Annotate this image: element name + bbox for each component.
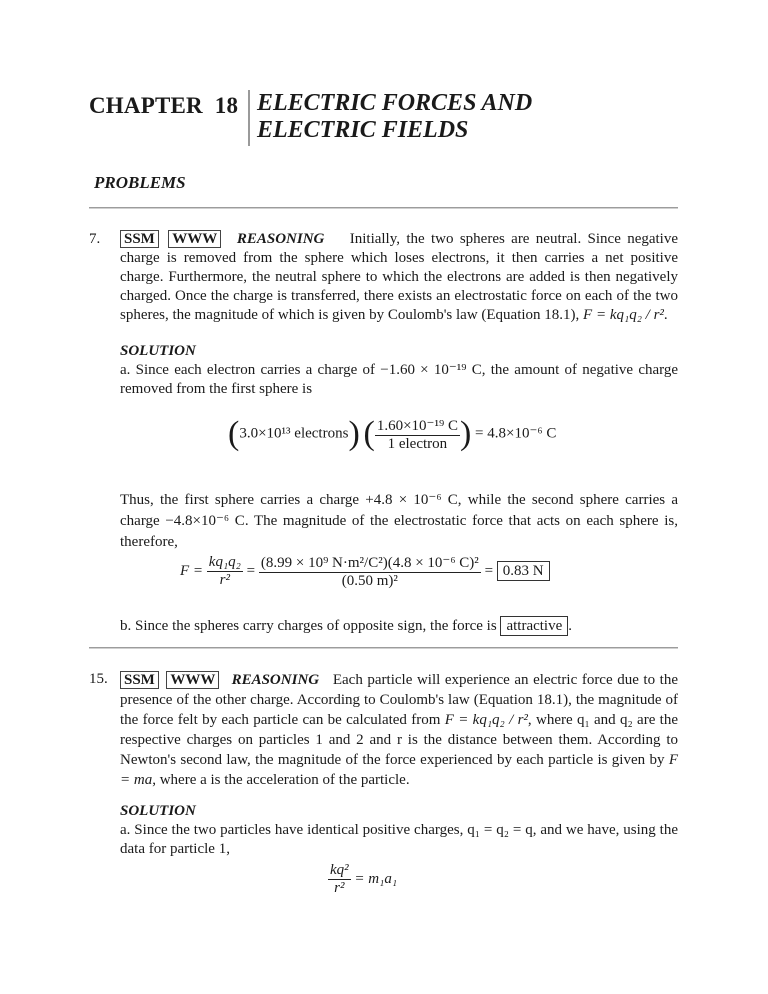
reasoning-label: REASONING — [236, 231, 325, 247]
divider — [89, 647, 678, 649]
equals: = — [484, 562, 494, 579]
paren: ) — [348, 415, 360, 452]
equation-force — [180, 553, 550, 590]
chapter-title-line1: ELECTRIC FORCES AND — [257, 90, 533, 116]
fraction — [259, 553, 481, 590]
fraction-numerator: (8.99 × 10⁹ N·m²/C²)(4.8 × 10⁻⁶ C)² — [260, 555, 479, 571]
ssm-tag: SSM — [120, 671, 159, 689]
fraction-denominator: 1 electron — [387, 435, 448, 452]
reasoning-label: REASONING — [231, 672, 320, 688]
chapter-title — [257, 90, 532, 144]
www-tag: WWW — [166, 671, 219, 689]
www-tag: WWW — [168, 230, 221, 248]
part-b-sentence: b. Since the spheres carry charges of opposite sign, the force is — [120, 618, 497, 634]
problem-number: 15. — [89, 671, 108, 687]
solution-label: SOLUTION — [120, 803, 196, 819]
coulomb-formula: F = kq₁q₂ / r² — [444, 712, 528, 728]
problem-number: 7. — [89, 231, 101, 247]
answer-box-attractive: attractive — [500, 616, 568, 636]
part-a-text1: a. Since each electron carries a charge of — [120, 362, 375, 378]
part-a-text: a. Since the two particles have identical positive charges, q₁ = q₂ = q, and we have, using the data for particle 1, — [120, 822, 678, 857]
reasoning-text-rest1: presence of the other charge. According to Coulomb's law (Equation 18.1), the magnitude of the force felt by each particle can be calculated from — [120, 692, 678, 728]
equals: = — [246, 562, 256, 579]
problem-7-reasoning: SSM WWW REASONING Initially, the two spheres are neutral. Since negative charge is removed from the sphere which loses electrons, it then carries a net positive charge. Furthermore, the neutral sphere to which the electrons are added is then negatively charged. Once the charge is transferred, there exists an electrostatic force on each of the two spheres, the magnitude of which is given by Coulomb's law (Equation 18.1), F = kq₁q₂ / r². — [120, 231, 679, 323]
chapter-label: CHAPTER — [89, 93, 203, 118]
part-a-text3: Thus, the first sphere carries a charge +4.8 × 10⁻⁶ C, while the second sphere carries a charge −4.8×10⁻⁶ C. The magnitude of the electrostatic force that acts on each sphere is, therefore, — [120, 492, 678, 550]
solution-label: SOLUTION — [120, 343, 196, 359]
coulomb-formula: F = kq₁q₂ / r² — [583, 307, 664, 323]
divider — [89, 207, 678, 209]
newton-formula: F = ma — [120, 752, 678, 788]
fraction-denominator: r² — [334, 880, 345, 896]
equation-charge — [228, 415, 556, 453]
eq-left: 3.0×10¹³ electrons — [239, 425, 349, 442]
answer-box-force: 0.83 N — [497, 561, 550, 581]
fraction — [328, 862, 351, 897]
fraction-denominator: r² — [219, 572, 231, 588]
reasoning-text-rest2: , where q₁ and q₂ are the respective charges on particles 1 and 2 and r is the distance between them. According to Newton's second law, the magnitude of the force experienced by each particle is given by — [120, 712, 678, 768]
section-title: PROBLEMS — [94, 173, 186, 192]
fraction — [207, 554, 243, 589]
reasoning-text: Each particle will experience an electric force due to the — [332, 672, 679, 688]
eq-lhs: F = — [180, 562, 204, 579]
reasoning-text: Initially, the two spheres are neutral. Since negative — [349, 231, 679, 247]
fraction-numerator: 1.60×10⁻¹⁹ C — [376, 417, 458, 434]
paren: ( — [363, 415, 375, 452]
equation-kq2 — [328, 862, 397, 897]
problem-15-reasoning — [120, 670, 678, 790]
fraction-denominator: (0.50 m)² — [341, 573, 398, 589]
part-a-text2: , the amount of negative charge removed from the first sphere is — [120, 362, 679, 397]
chapter-number — [89, 93, 238, 119]
eq-rhs: = m₁a₁ — [354, 870, 398, 887]
period: . — [568, 618, 572, 634]
fraction-numerator: kq₁q₂ — [208, 554, 241, 570]
paren: ) — [459, 415, 472, 452]
chapter-number-value: 18 — [214, 93, 239, 118]
eq-result: = 4.8×10⁻⁶ C — [475, 425, 557, 442]
part-b-text — [120, 616, 678, 636]
fraction — [375, 416, 460, 453]
fraction-numerator: kq² — [330, 862, 349, 878]
heading-divider — [248, 90, 250, 146]
electron-charge: −1.60 × 10⁻¹⁹ C — [380, 362, 482, 378]
part-a-text — [120, 361, 678, 399]
reasoning-text-rest3: , where a is the acceleration of the particle. — [152, 772, 410, 788]
chapter-title-line2: ELECTRIC FIELDS — [257, 117, 469, 143]
ssm-tag: SSM — [120, 230, 159, 248]
reasoning-text-rest: charge is removed from the sphere which loses electrons, it then carries a net positive charge. Furthermore, the neutral sphere to which the electrons are added is then negatively charged. Once the charge is transferred, there exists an electrostatic force on each of the two spheres, the magnitude of which is given by Coulomb's law (Equation 18.1), — [120, 250, 678, 323]
paren: ( — [228, 415, 240, 452]
